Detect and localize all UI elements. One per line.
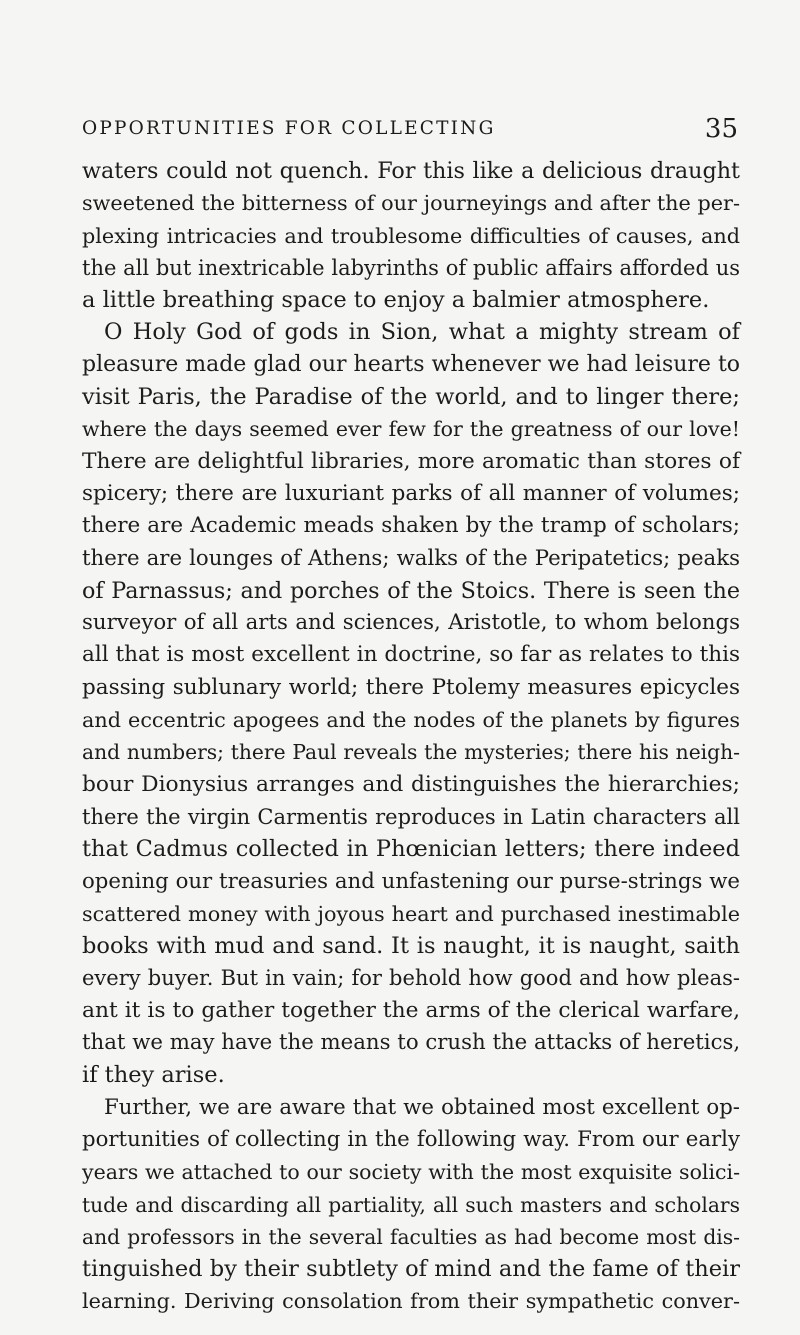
text-line: books with mud and sand. It is naught, it is naught, saith (82, 933, 740, 960)
text-line: learning. Deriving consolation from their sympathetic conver- (82, 1289, 740, 1314)
text-line: visit Paris, the Paradise of the world, and to linger there; (82, 384, 740, 411)
text-line: and numbers; there Paul reveals the mysteries; there his neigh- (82, 740, 740, 765)
text-line: years we attached to our society with the most exquisite solici- (82, 1160, 740, 1185)
text-line: pleasure made glad our hearts whenever we had leisure to (82, 351, 741, 377)
text-line: of Parnassus; and porches of the Stoics. There is seen the (82, 577, 740, 604)
text-line: there are lounges of Athens; walks of the Peripatetics; peaks (82, 545, 740, 571)
text-line: sweetened the bitterness of our journeyings and after the per- (82, 191, 740, 216)
text-line: that Cadmus collected in Phœnician letters; there indeed (82, 836, 740, 863)
text-line: portunities of collecting in the following way. From our early (82, 1126, 740, 1152)
text-line: spicery; there are luxuriant parks of all manner of volumes; (82, 480, 740, 506)
text-line: passing sublunary world; there Ptolemy measures epicycles (82, 674, 740, 700)
running-title: OPPORTUNITIES FOR COLLECTING (82, 118, 496, 139)
text-line: surveyor of all arts and sciences, Aristotle, to whom belongs (82, 610, 740, 636)
text-line: there the virgin Carmentis reproduces in Latin characters all (82, 804, 740, 829)
page-number: 35 (704, 114, 738, 144)
text-line: every buyer. But in vain; for behold how good and how pleas- (82, 966, 740, 991)
text-line: there are Academic meads shaken by the tramp of scholars; (82, 513, 740, 539)
text-line: and eccentric apogees and the nodes of the planets by figures (82, 708, 740, 733)
text-line: O Holy God of gods in Sion, what a mighty stream of (104, 319, 740, 346)
text-line: and professors in the several faculties as had become most dis- (82, 1224, 740, 1249)
text-line: plexing intricacies and troublesome difficulties of causes, and (82, 223, 740, 248)
text-line: that we may have the means to crush the attacks of heretics, (82, 1030, 741, 1056)
text-line: bour Dionysius arranges and distinguishes the hierarchies; (82, 771, 740, 797)
text-line: scattered money with joyous heart and purchased inestimable (82, 901, 740, 926)
text-line: Further, we are aware that we obtained most excellent op- (104, 1094, 740, 1120)
body-text (82, 155, 740, 1318)
text-line: waters could not quench. For this like a delicious draught (82, 158, 740, 184)
text-line: where the days seemed ever few for the greatness of our love! (82, 417, 740, 442)
text-line: ant it is to gather together the arms of the clerical warfare, (82, 997, 740, 1023)
text-line: the all but inextricable labyrinths of public affairs afforded us (82, 255, 740, 280)
running-head (82, 114, 738, 150)
text-line: There are delightful libraries, more aromatic than stores of (82, 448, 740, 474)
text-line: a little breathing space to enjoy a balmier atmosphere. (82, 287, 710, 314)
text-line: opening our treasuries and unfastening our purse-strings we (82, 868, 740, 894)
text-line: if they arise. (82, 1062, 225, 1089)
text-line: all that is most excellent in doctrine, so far as relates to this (82, 642, 740, 668)
text-line: tude and discarding all partiality, all such masters and scholars (82, 1192, 740, 1217)
text-line: tinguished by their subtlety of mind and the fame of their (82, 1256, 740, 1283)
